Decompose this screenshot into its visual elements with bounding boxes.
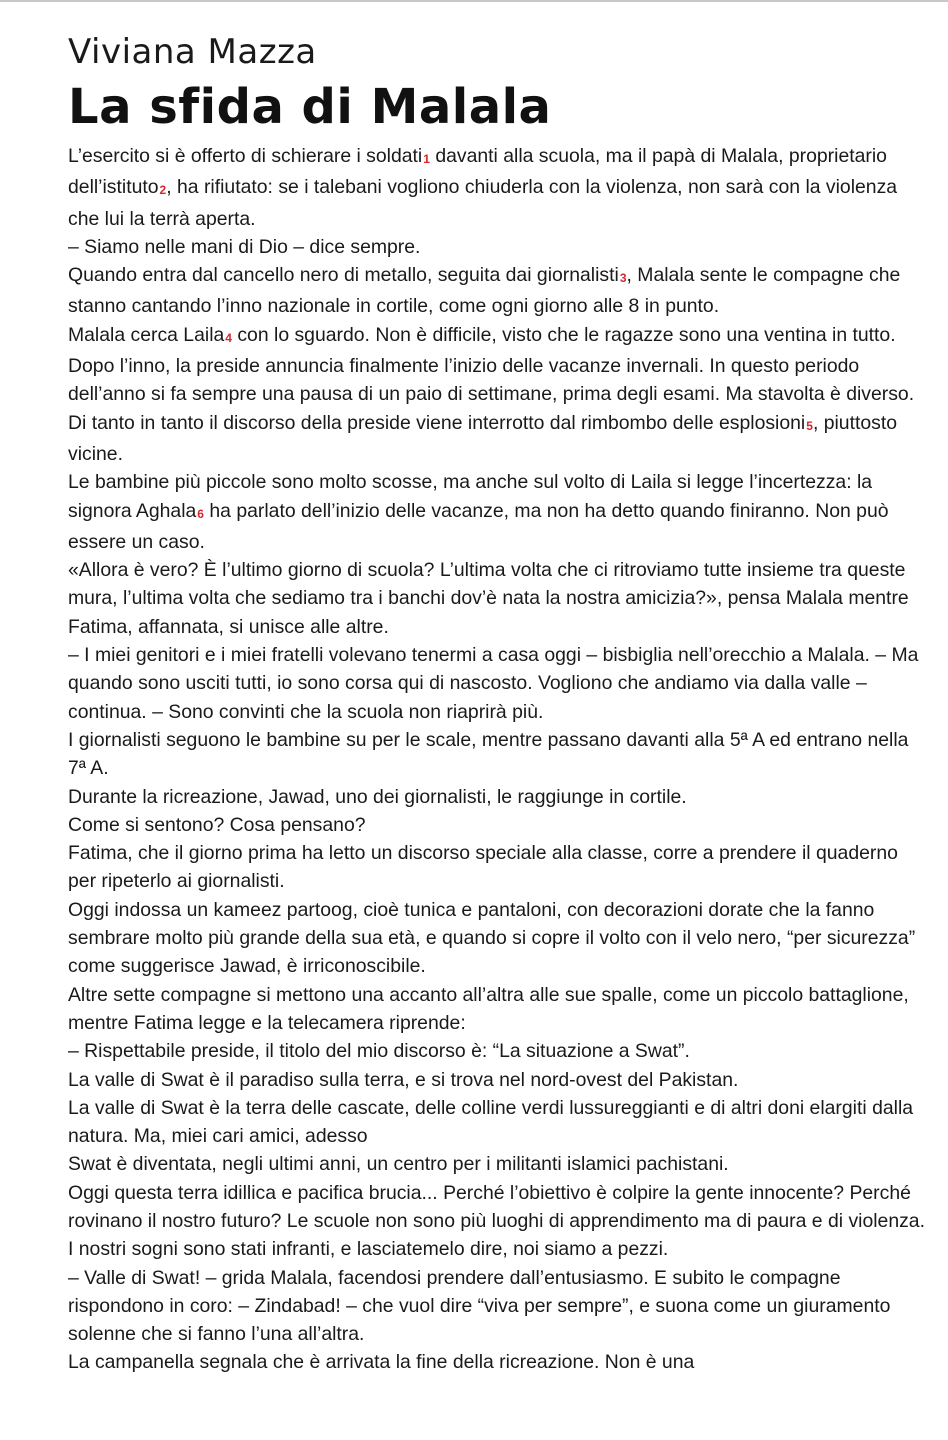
paragraph-text: Di tanto in tanto il discorso della preside viene interrotto dal rimbombo delle esplosioni	[68, 411, 806, 434]
paragraph-text: La valle di Swat è la terra delle cascate, delle colline verdi lussureggianti e di altri doni elargiti dalla natura. Ma, miei cari amici, adesso	[68, 1096, 914, 1148]
paragraph-text: , Malala sente le compagne che stanno cantando l’inno nazionale in cortile, come ogni giorno alle 8 in punto.	[68, 264, 901, 318]
paragraph-text: Fatima, che il giorno prima ha letto un discorso speciale alla classe, corre a prendere il quaderno per ripeterlo ai giornalisti.	[68, 842, 898, 893]
paragraph	[68, 1066, 930, 1094]
footnote-marker: 5	[806, 418, 813, 433]
paragraph-text: Swat è diventata, negli ultimi anni, un centro per i militanti islamici pachistani.	[68, 1153, 729, 1176]
paragraph-text: La valle di Swat è il paradiso sulla terra, e si trova nel nord-ovest del Pakistan.	[68, 1068, 739, 1091]
paragraph-text: «Allora è vero? È l’ultimo giorno di scuola? L’ultima volta che ci ritroviamo tutte insieme tra queste mura, l’ultima volta che sediamo tra i banchi dov’è nata la nostra amicizia?», pensa Malala mentre Fatima, affannata, si unisce alle altre.	[68, 559, 909, 638]
paragraph-text: Oggi questa terra idillica e pacifica brucia... Perché l’obiettivo è colpire la gente innocente? Perché rovinano il nostro futuro? Le scuole non sono più luoghi di apprendimento ma di paura e di violenza. I nostri sogni sono stati infranti, e lasciatemelo dire, noi siamo a pezzi.	[68, 1181, 925, 1261]
paragraph	[68, 896, 930, 981]
paragraph	[68, 261, 930, 321]
paragraph-text: con lo sguardo. Non è difficile, visto che le ragazze sono una ventina in tutto. Dopo l’inno, la preside annuncia finalmente l’inizio delle vacanze invernali. In questo periodo dell’anno si fa sempre una pausa di un paio di settimane, prima degli esami. Ma stavolta è diverso.	[68, 323, 915, 406]
paragraph-text: Oggi indossa un kameez partoog, cioè tunica e pantaloni, con decorazioni dorate che la fanno sembrare molto più grande della sua età, e quando si copre il volto con il velo nero, “per sicurezza” come suggerisce Jawad, è irriconoscibile.	[68, 898, 916, 978]
footnote-marker: 2	[159, 183, 167, 198]
paragraph-text: Durante la ricreazione, Jawad, uno dei giornalisti, le raggiunge in cortile.	[68, 785, 687, 808]
paragraph-text: Altre sette compagne si mettono una accanto all’altra alle sue spalle, come un piccolo battaglione, mentre Fatima legge e la telecamera riprende:	[68, 983, 909, 1034]
paragraph	[68, 726, 930, 783]
paragraph	[68, 409, 930, 469]
paragraph-text: , piuttosto vicine.	[68, 411, 898, 465]
paragraph	[68, 783, 930, 811]
footnote-marker: 3	[619, 271, 627, 286]
paragraph	[68, 1348, 930, 1376]
paragraph-text: Malala cerca Laila	[68, 323, 225, 346]
paragraph	[68, 142, 930, 233]
paragraph	[68, 981, 930, 1038]
paragraph-text: Le bambine più piccole sono molto scosse, ma anche sul volto di Laila si legge l’incertezza: la signora Aghala	[68, 471, 873, 522]
paragraph	[68, 1094, 930, 1151]
paragraph	[68, 1179, 930, 1264]
paragraph	[68, 1264, 930, 1349]
author-name: Viviana Mazza	[68, 32, 317, 72]
paragraph-text: – Valle di Swat! – grida Malala, facendosi prendere dall’entusiasmo. E subito le compagne rispondono in coro: – Zindabad! – che vuol dire “viva per sempre”, e suona come un giuramento solenne che si fanno l’una all’altra.	[68, 1266, 891, 1346]
paragraph	[68, 839, 930, 896]
footnote-marker: 1	[423, 152, 430, 166]
paragraph-text: La campanella segnala che è arrivata la fine della ricreazione. Non è una	[68, 1351, 695, 1374]
document-page	[68, 28, 930, 1377]
paragraph	[68, 811, 930, 839]
paragraph-text: Come si sentono? Cosa pensano?	[68, 813, 366, 836]
story-text	[68, 142, 930, 1377]
paragraph-text: davanti alla scuola, ma il papà di Malala, proprietario dell’istituto	[68, 145, 887, 199]
paragraph-text: – Siamo nelle mani di Dio – dice sempre.	[68, 235, 421, 258]
paragraph-text: – I miei genitori e i miei fratelli volevano tenermi a casa oggi – bisbiglia nell’orecchio a Malala. – Ma quando sono usciti tutti, io sono corsa qui di nascosto. Vogliono che andiamo via dalla valle – continua. – Sono convinti che la scuola non riaprirà più.	[68, 644, 919, 723]
paragraph	[68, 1037, 930, 1065]
paragraph	[68, 556, 930, 641]
paragraph	[68, 468, 930, 556]
paragraph-text: – Rispettabile preside, il titolo del mio discorso è: “La situazione a Swat”.	[68, 1040, 690, 1063]
top-divider	[0, 0, 948, 2]
footnote-marker: 4	[225, 330, 232, 345]
paragraph-text: L’esercito si è offerto di schierare i soldati	[68, 145, 423, 167]
paragraph	[68, 233, 930, 261]
page-title: La sfida di Malala	[68, 79, 552, 135]
paragraph-text: , ha rifiutato: se i talebani vogliono chiuderla con la violenza, non sarà con la violenza che lui la terrà aperta.	[68, 176, 898, 230]
footnote-marker: 6	[197, 506, 204, 521]
paragraph-text: Quando entra dal cancello nero di metallo, seguita dai giornalisti	[68, 264, 619, 287]
paragraph	[68, 641, 930, 726]
paragraph	[68, 1150, 930, 1178]
paragraph	[68, 321, 930, 409]
paragraph-text: ha parlato dell’inizio delle vacanze, ma non ha detto quando finiranno. Non può essere un caso.	[68, 499, 889, 553]
paragraph-text: I giornalisti seguono le bambine su per le scale, mentre passano davanti alla 5ª A ed entrano nella 7ª A.	[68, 728, 909, 780]
